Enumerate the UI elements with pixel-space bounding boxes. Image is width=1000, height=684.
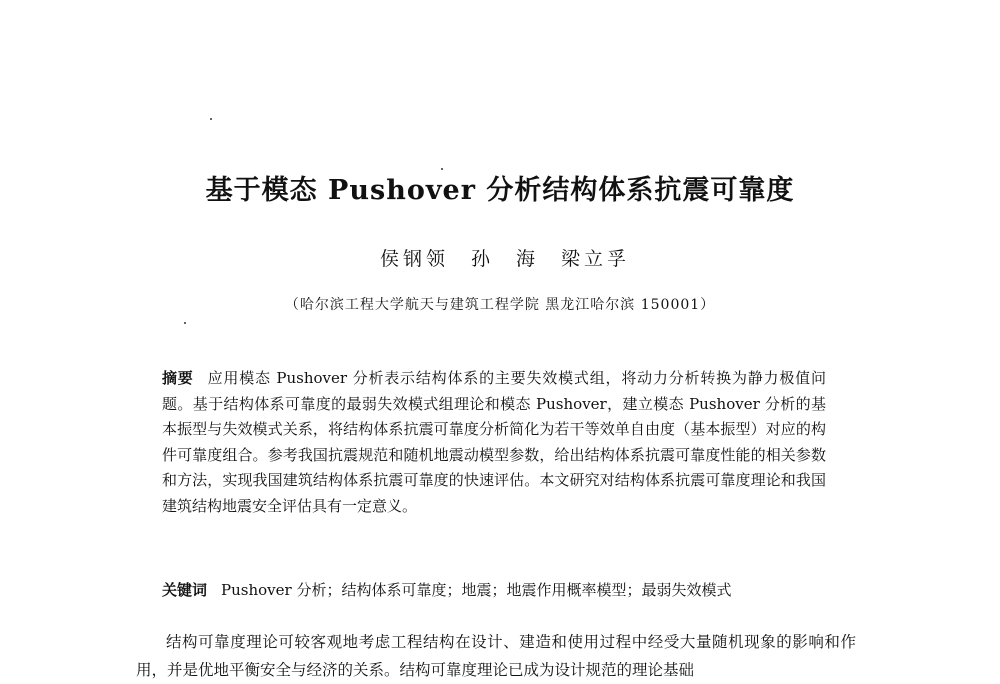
- author-list: 侯钢领 孙 海 梁立孚: [379, 248, 631, 270]
- keywords-text: Pushover 分析；结构体系可靠度；地震；地震作用概率模型；最弱失效模式: [221, 581, 732, 599]
- abstract-text: 应用模态 Pushover 分析表示结构体系的主要失效模式组，将动力分析转换为静力极值问题。基于结构体系可靠度的最弱失效模式组理论和模态 Pushover，建立模态 Pushover 分析的基本振型与失效模式关系，将结构体系抗震可靠度分析简化为若干等效单自由度（基本振型）对应的构件可靠度组合。参考我国抗震规范和随机地震动模型参数，给出结构体系抗震可靠度性能的相关参数和方法，实现我国建筑结构体系抗震可靠度的快速评估。本文研究对结构体系抗震可靠度理论和我国建筑结构地震安全评估具有一定意义。: [162, 369, 826, 515]
- abstract-label: 摘要: [162, 369, 194, 387]
- keywords-label: 关键词: [162, 581, 208, 599]
- affiliation: （哈尔滨工程大学航天与建筑工程学院 黑龙江哈尔滨 150001）: [284, 297, 716, 313]
- keywords-block: [162, 578, 826, 602]
- scan-speck: [184, 322, 186, 324]
- scan-speck: [210, 118, 212, 120]
- body-paragraph: 结构可靠度理论可较客观地考虑工程结构在设计、建造和使用过程中经受大量随机现象的影响和作用，并是优地平衡安全与经济的关系。结构可靠度理论已成为设计规范的理论基础: [136, 633, 856, 679]
- abstract-block: [162, 366, 826, 520]
- paper-title: 基于模态 Pushover 分析结构体系抗震可靠度: [205, 175, 795, 206]
